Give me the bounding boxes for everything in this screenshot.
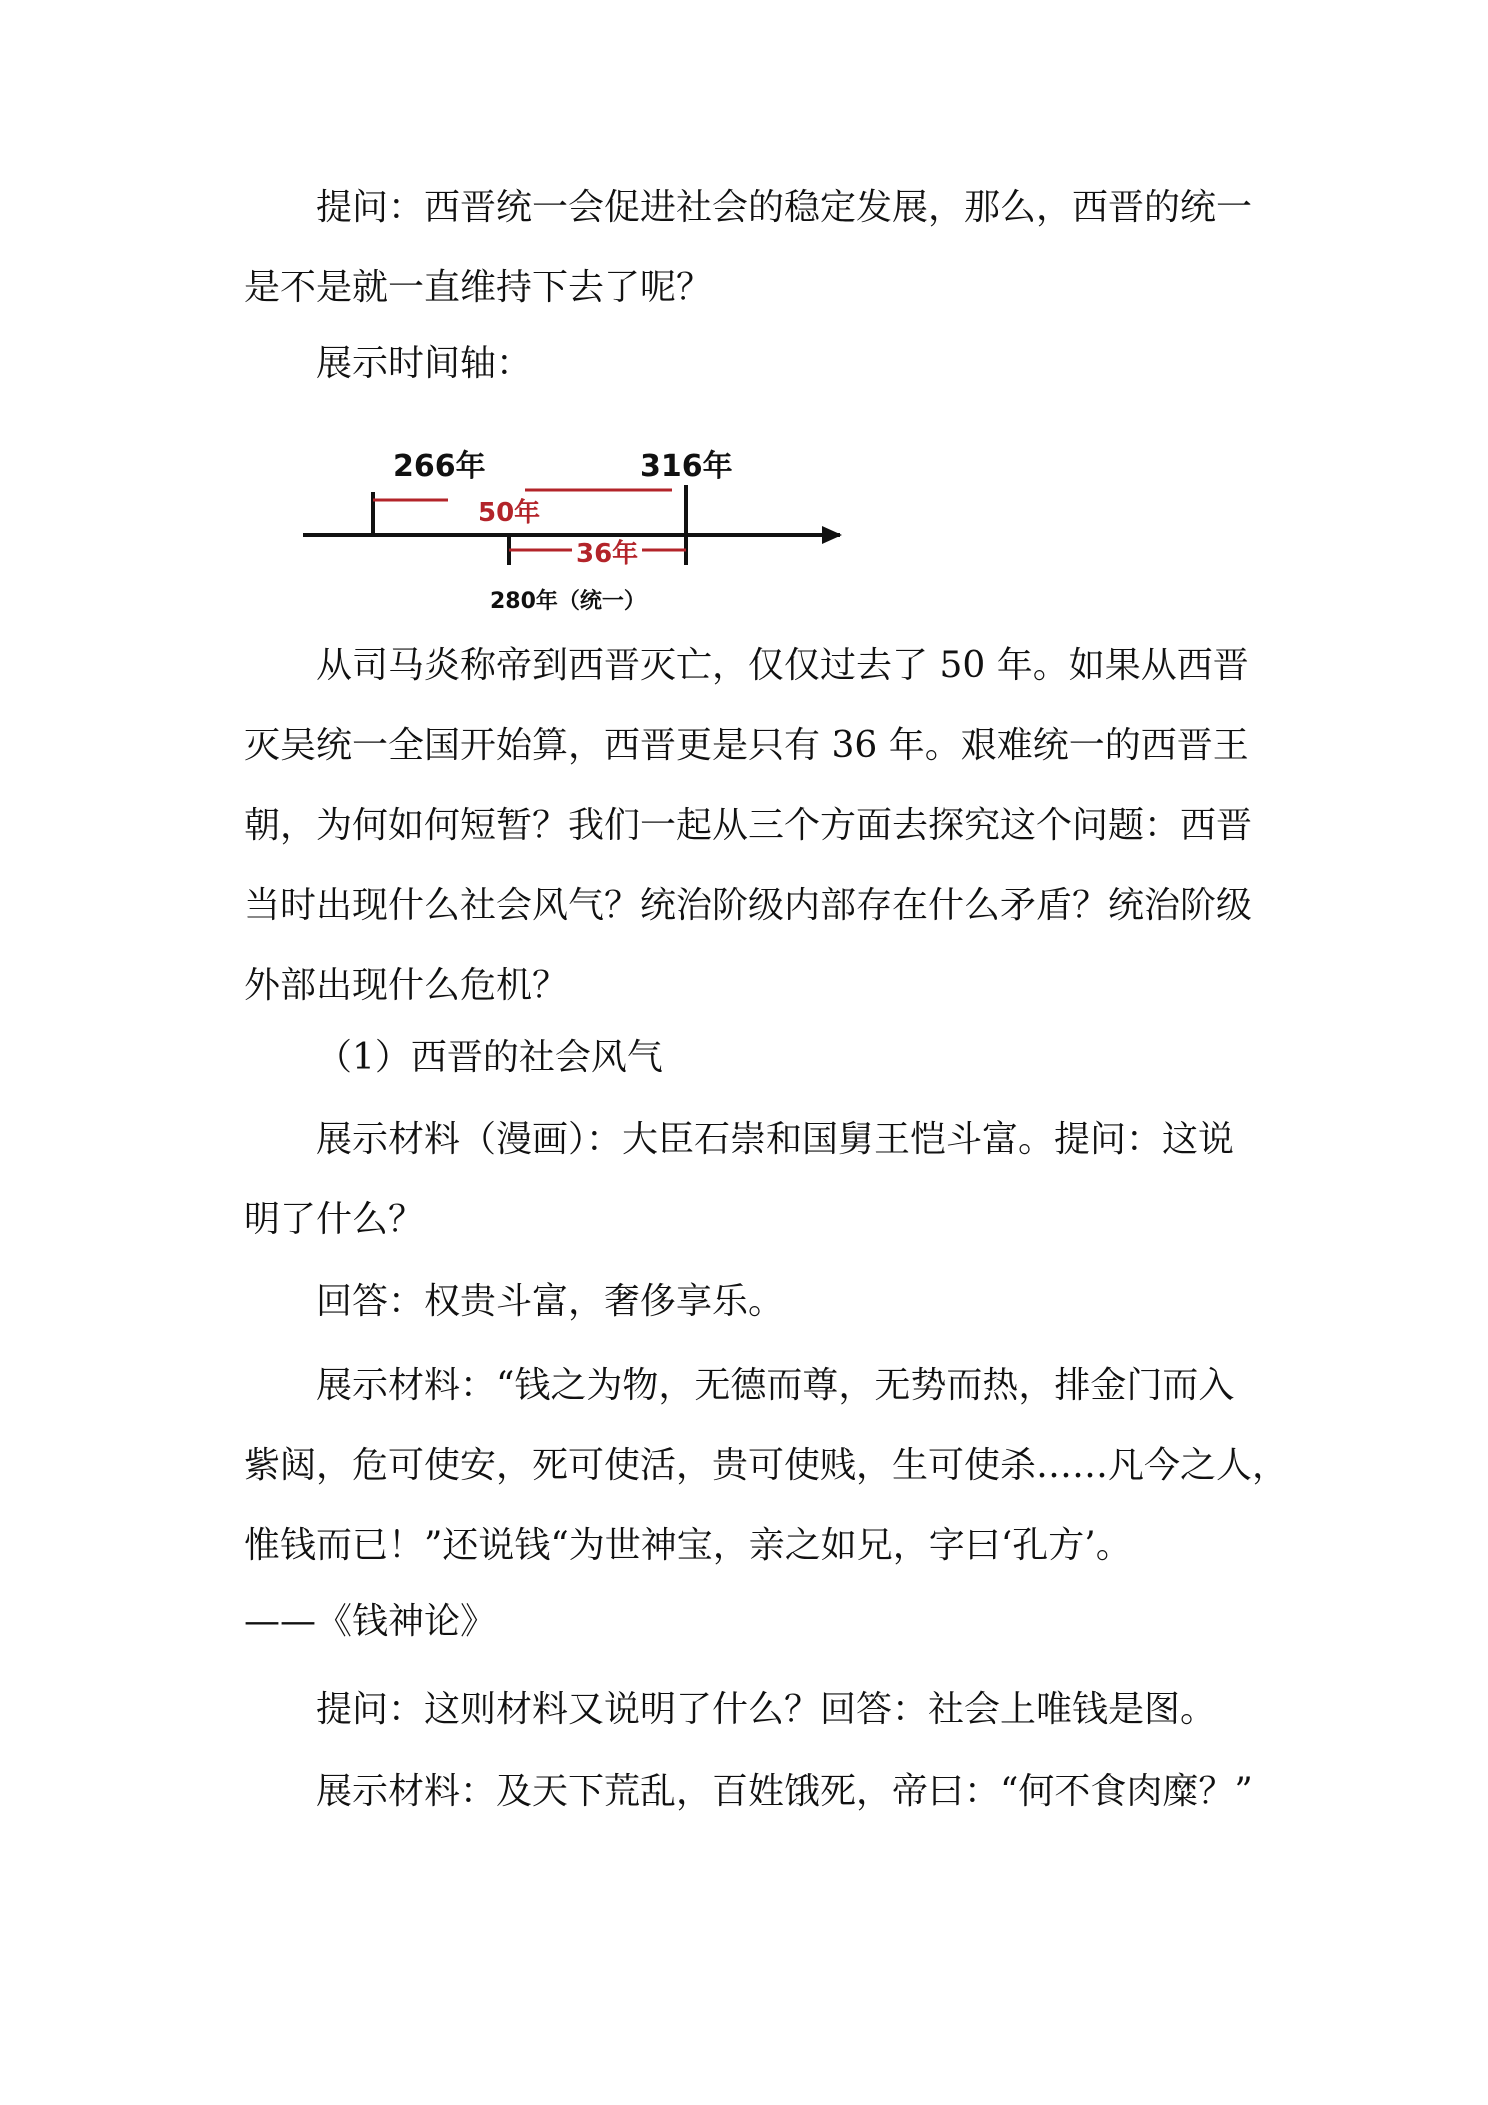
text-line: 提问：这则材料又说明了什么？回答：社会上唯钱是图。 — [316, 1689, 1217, 1730]
label-266: 266年 — [393, 449, 486, 484]
text-line: 展示材料（漫画）：大臣石崇和国舅王恺斗富。提问：这说 — [316, 1119, 1235, 1160]
timeline-arrowhead — [822, 526, 842, 544]
section-heading — [0, 1018, 1488, 1098]
text-line: 展示材料：“钱之为物，无德而尊，无势而热，排金门而入 — [316, 1365, 1235, 1406]
text-line: 朝，为何如何短暂？我们一起从三个方面去探究这个问题：西晋 — [244, 805, 1253, 846]
heading-text: （1）西晋的社会风气 — [316, 1037, 663, 1078]
paragraph-short-dynasty — [0, 626, 1488, 1026]
text-line: 提问：西晋统一会促进社会的稳定发展，那么，西晋的统一 — [316, 187, 1253, 228]
paragraph-material-quote — [0, 1346, 1488, 1666]
text-line: 回答：权贵斗富，奢侈享乐。 — [316, 1281, 785, 1322]
paragraph-material-emperor — [0, 1752, 1488, 1832]
label-280-unification: 280年（统一） — [490, 589, 646, 614]
text-line: 展示时间轴： — [316, 343, 533, 384]
paragraph-show-timeline — [0, 324, 1488, 404]
paragraph-question-answer — [0, 1670, 1488, 1750]
timeline-diagram — [300, 440, 860, 620]
text-line: 惟钱而已！”还说钱“为世神宝，亲之如兄，字曰‘孔方’。 — [244, 1525, 1132, 1566]
text-line: 是不是就一直维持下去了呢？ — [244, 267, 713, 308]
label-316: 316年 — [640, 449, 733, 484]
label-50-years: 50年 — [478, 498, 541, 528]
label-36-years: 36年 — [576, 539, 639, 569]
text-line: 当时出现什么社会风气？统治阶级内部存在什么矛盾？统治阶级 — [244, 885, 1253, 926]
text-line: 灭吴统一全国开始算，西晋更是只有 36 年。艰难统一的西晋王 — [244, 725, 1249, 766]
text-line: 明了什么？ — [244, 1199, 425, 1240]
paragraph-material-cartoon — [0, 1100, 1488, 1260]
source-citation: ——《钱神论》 — [244, 1601, 497, 1642]
text-line: 展示材料：及天下荒乱，百姓饿死，帝曰：“何不食肉糜？” — [316, 1771, 1253, 1812]
paragraph-question-unity — [0, 168, 1488, 328]
text-line: 从司马炎称帝到西晋灭亡，仅仅过去了 50 年。如果从西晋 — [316, 645, 1249, 686]
text-line: 紫闼，危可使安，死可使活，贵可使贱，生可使杀……凡今之人， — [244, 1445, 1289, 1486]
text-line: 外部出现什么危机？ — [244, 965, 569, 1006]
paragraph-answer — [0, 1262, 1488, 1342]
